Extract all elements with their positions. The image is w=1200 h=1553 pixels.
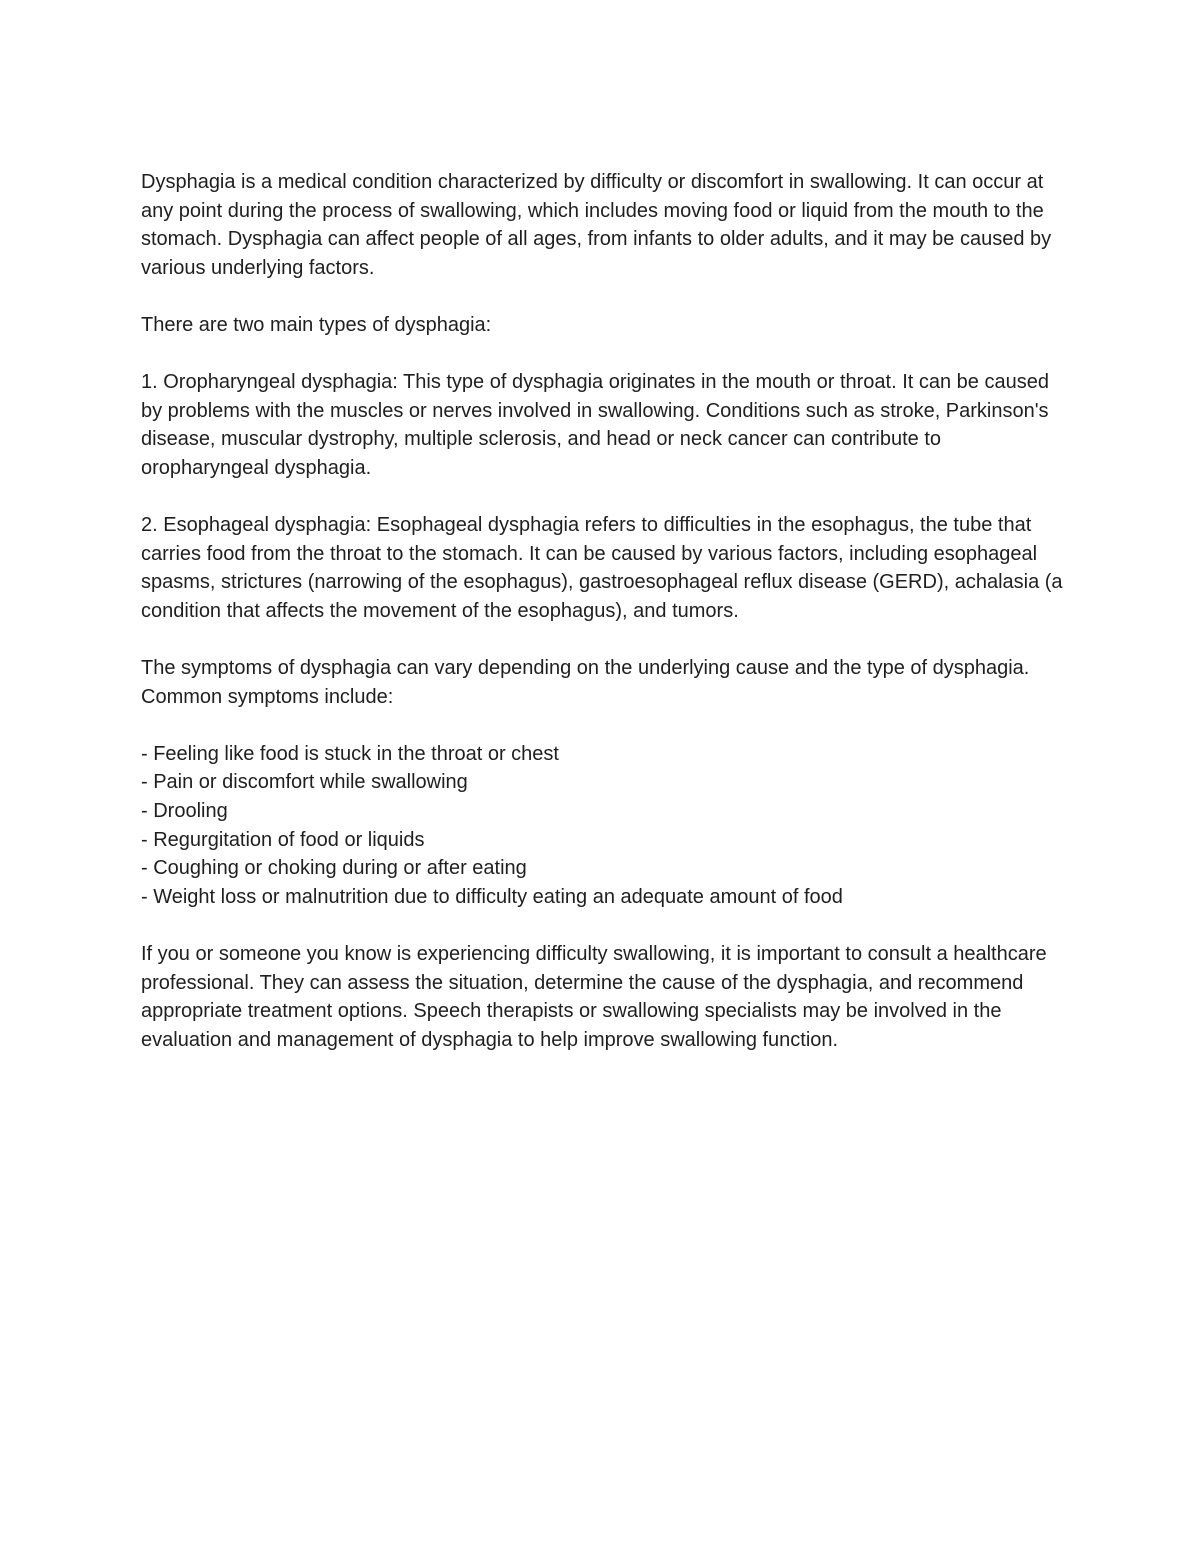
list-item: - Coughing or choking during or after eating bbox=[141, 857, 527, 880]
list-item: - Pain or discomfort while swallowing bbox=[141, 771, 468, 794]
intro-paragraph: Dysphagia is a medical condition characterized by difficulty or discomfort in swallowing. It can occur at any point during the process of swallowing, which includes moving food or liquid from the mouth to the stomach. Dysphagia can affect people of all ages, from infants to older adults, and it may be caused by various underlying factors. bbox=[141, 171, 1052, 279]
symptoms-intro-paragraph: The symptoms of dysphagia can vary depending on the underlying cause and the type of dysphagia. Common symptoms include: bbox=[141, 657, 1030, 708]
symptoms-list bbox=[141, 740, 1066, 912]
document-body bbox=[141, 168, 1066, 1083]
list-item: - Feeling like food is stuck in the throat or chest bbox=[141, 742, 559, 765]
type-2-paragraph: 2. Esophageal dysphagia: Esophageal dysphagia refers to difficulties in the esophagus, the tube that carries food from the throat to the stomach. It can be caused by various factors, including esophageal spasms, strictures (narrowing of the esophagus), gastroesophageal reflux disease (GERD), achalasia (a condition that affects the movement of the esophagus), and tumors. bbox=[141, 514, 1063, 622]
list-item: - Regurgitation of food or liquids bbox=[141, 828, 425, 851]
type-1-paragraph: 1. Oropharyngeal dysphagia: This type of dysphagia originates in the mouth or throat. It can be caused by problems with the muscles or nerves involved in swallowing. Conditions such as stroke, Parkinson's disease, muscular dystrophy, multiple sclerosis, and head or neck cancer can contribute to oropharyngeal dysphagia. bbox=[141, 371, 1049, 479]
closing-paragraph: If you or someone you know is experiencing difficulty swallowing, it is important to consult a healthcare professional. They can assess the situation, determine the cause of the dysphagia, and recommend appropriate treatment options. Speech therapists or swallowing specialists may be involved in the evaluation and management of dysphagia to help improve swallowing function. bbox=[141, 943, 1047, 1051]
types-heading: There are two main types of dysphagia: bbox=[141, 313, 492, 336]
list-item: - Weight loss or malnutrition due to difficulty eating an adequate amount of food bbox=[141, 885, 843, 908]
list-item: - Drooling bbox=[141, 800, 228, 823]
